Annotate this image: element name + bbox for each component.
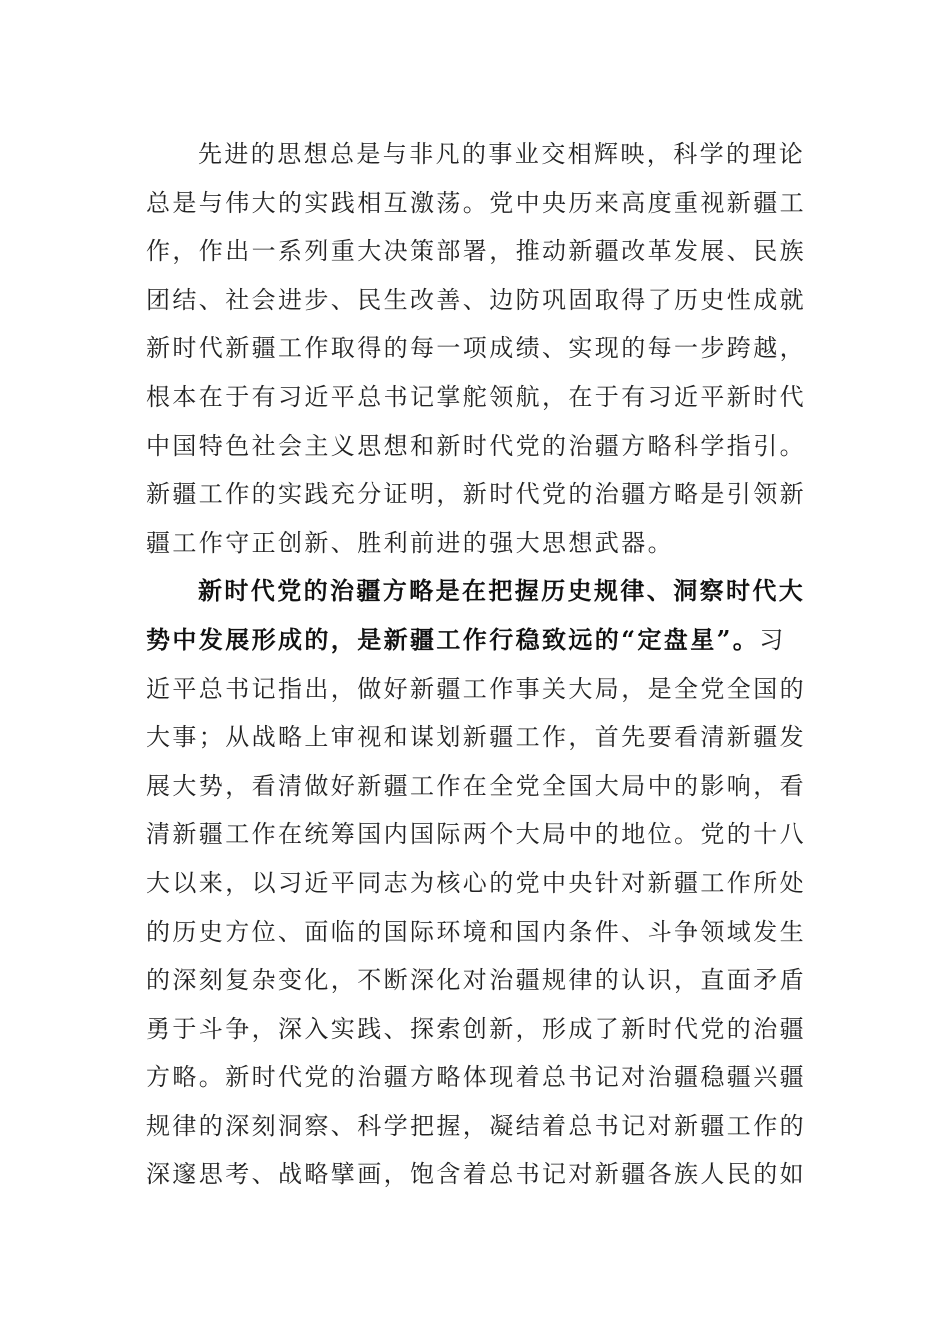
- paragraph-1-line-6: 根本在于有习近平总书记掌舵领航，在于有习近平新时代: [146, 382, 806, 411]
- paragraph-2-heading-line-2: 势中发展形成的，是新疆工作行稳致远的“定盘星”。: [146, 624, 760, 654]
- paragraph-2-line-12: 规律的深刻洞察、科学把握，凝结着总书记对新疆工作的: [146, 1111, 806, 1140]
- paragraph-2-heading-line-1: 新时代党的治疆方略是在把握历史规律、洞察时代大: [198, 576, 806, 606]
- paragraph-1-line-7: 中国特色社会主义思想和新时代党的治疆方略科学指引。: [146, 431, 806, 460]
- paragraph-1-line-1: 先进的思想总是与非凡的事业交相辉映，科学的理论: [198, 140, 806, 168]
- paragraph-2-line-7: 大以来，以习近平同志为核心的党中央针对新疆工作所处: [146, 868, 806, 897]
- paragraph-1-line-5: 新时代新疆工作取得的每一项成绩、实现的每一步跨越，: [146, 334, 806, 363]
- paragraph-2-line-4: 大事；从战略上审视和谋划新疆工作，首先要看清新疆发: [146, 723, 806, 752]
- paragraph-1-line-2: 总是与伟大的实践相互激荡。党中央历来高度重视新疆工: [146, 188, 806, 217]
- paragraph-2-line-13: 深邃思考、战略擘画，饱含着总书记对新疆各族人民的如: [146, 1160, 806, 1189]
- paragraph-1-line-4: 团结、社会进步、民生改善、边防巩固取得了历史性成就: [146, 285, 806, 314]
- paragraph-2-line-11: 方略。新时代党的治疆方略体现着总书记对治疆稳疆兴疆: [146, 1063, 806, 1092]
- paragraph-1-line-9: 疆工作守正创新、胜利前进的强大思想武器。: [146, 528, 674, 557]
- paragraph-2-line-6: 清新疆工作在统筹国内国际两个大局中的地位。党的十八: [146, 820, 806, 849]
- paragraph-2-line-10: 勇于斗争，深入实践、探索创新，形成了新时代党的治疆: [146, 1014, 806, 1043]
- paragraph-2-line-9: 的深刻复杂变化，不断深化对治疆规律的认识，直面矛盾: [146, 966, 806, 995]
- paragraph-1-line-8: 新疆工作的实践充分证明，新时代党的治疆方略是引领新: [146, 480, 806, 509]
- paragraph-2-line-2-rest: 习: [759, 625, 786, 654]
- paragraph-2-line-5: 展大势，看清做好新疆工作在全党全国大局中的影响，看: [146, 771, 806, 800]
- paragraph-1-line-3: 作，作出一系列重大决策部署，推动新疆改革发展、民族: [146, 237, 806, 266]
- paragraph-2-line-2: [146, 616, 806, 665]
- paragraph-2-line-8: 的历史方位、面临的国际环境和国内条件、斗争领域发生: [146, 917, 806, 946]
- body-text: [146, 130, 806, 1199]
- paragraph-2-line-3: 近平总书记指出，做好新疆工作事关大局，是全党全国的: [146, 674, 806, 703]
